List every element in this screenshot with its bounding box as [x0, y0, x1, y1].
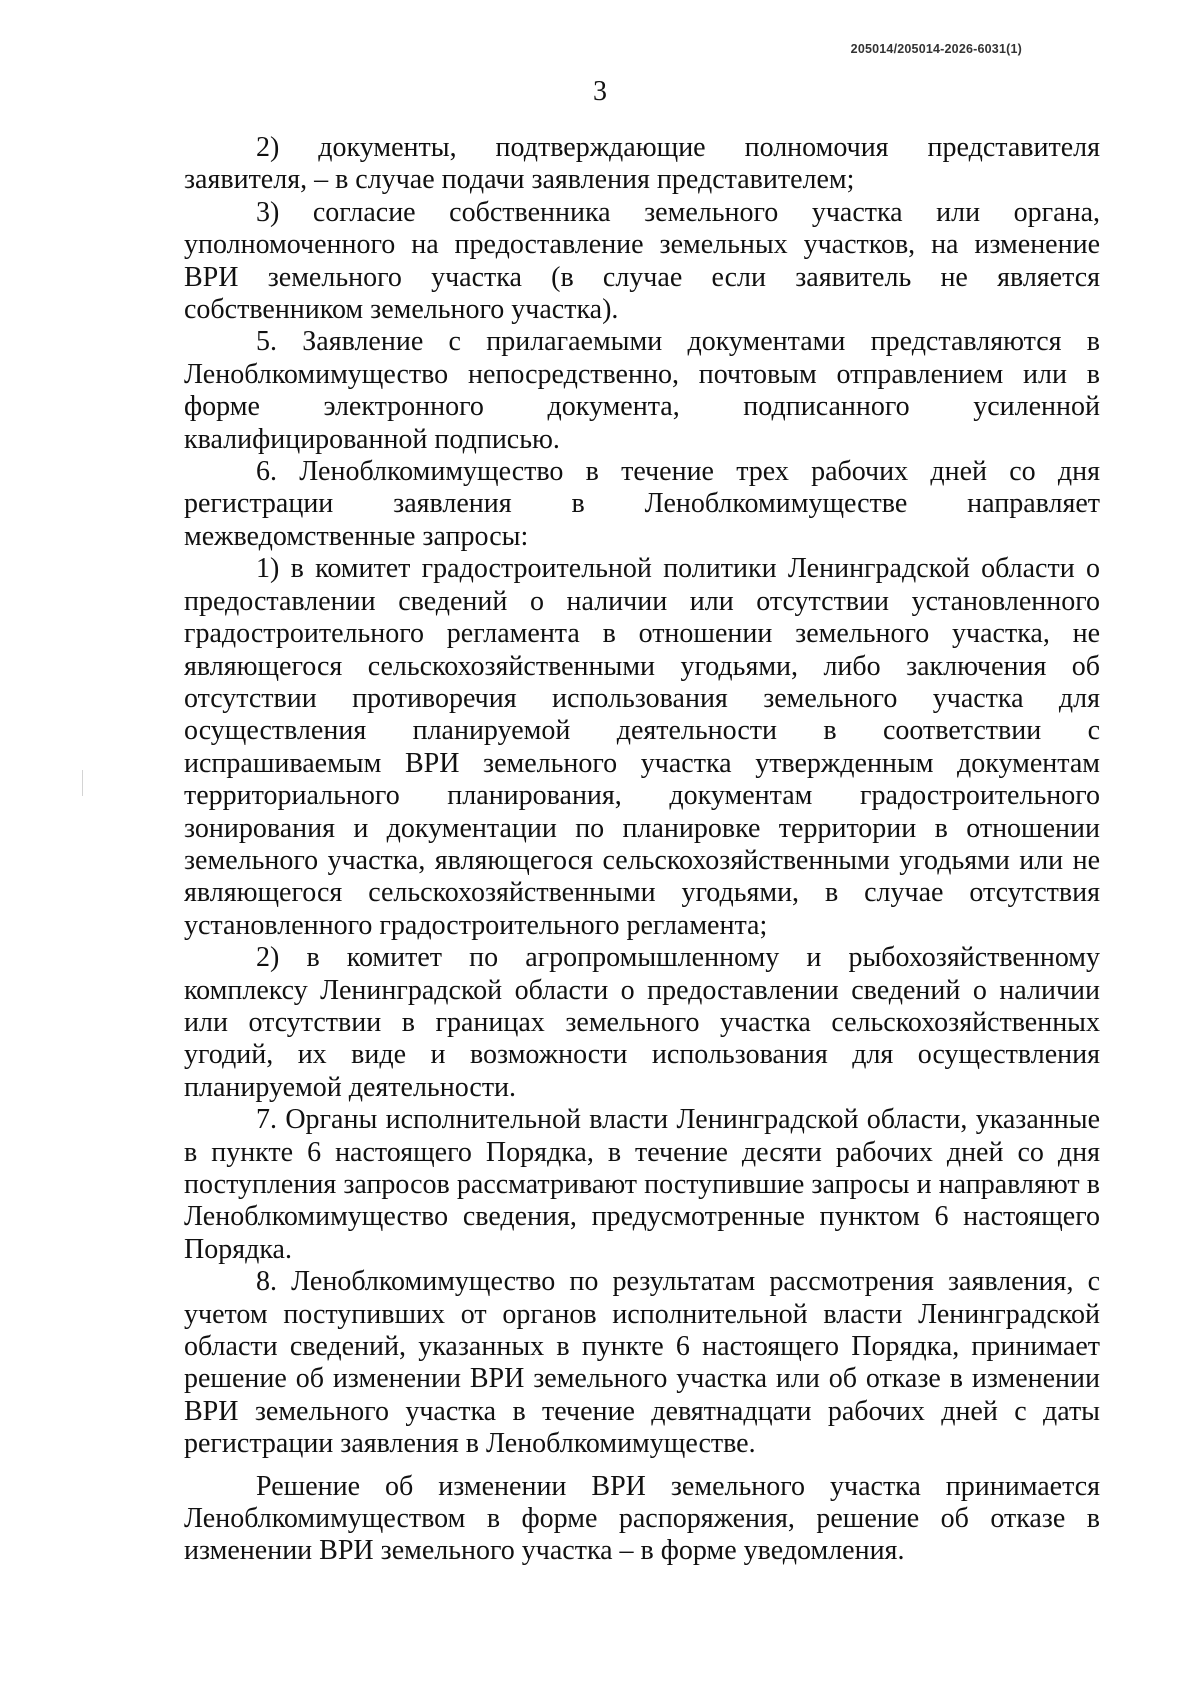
- page-number: 3: [593, 76, 607, 107]
- document-body: [184, 132, 1100, 1568]
- paragraph-item-2-documents: 2) документы, подтверждающие полномочия представителя заявителя, – в случае подачи заявления представителем;: [184, 132, 1100, 196]
- scan-artifact-line: [82, 770, 83, 796]
- paragraph-clause-7: 7. Органы исполнительной власти Ленинградской области, указанные в пункте 6 настоящего Порядка, в течение десяти рабочих дней со дня поступления запросов рассматривают поступившие запросы и направляют в Леноблкомимущество сведения, предусмотренные пунктом 6 настоящего Порядка.: [184, 1104, 1100, 1265]
- paragraph-item-3-consent: 3) согласие собственника земельного участка или органа, уполномоченного на предоставление земельных участков, на изменение ВРИ земельного участка (в случае если заявитель не является собственником земельного участка).: [184, 196, 1100, 326]
- paragraph-clause-6-item-2: 2) в комитет по агропромышленному и рыбохозяйственному комплексу Ленинградской области о предоставлении сведений о наличии или отсутствии в границах земельного участка сельскохозяйственных угодий, их виде и возможности использования для осуществления планируемой деятельности.: [184, 942, 1100, 1103]
- paragraph-clause-5: 5. Заявление с прилагаемыми документами представляются в Леноблкомимущество непосредственно, почтовым отправлением или в форме электронного документа, подписанного усиленной квалифицированной подписью.: [184, 326, 1100, 455]
- document-id: 205014/205014-2026-6031(1): [850, 42, 1022, 56]
- paragraph-clause-6: 6. Леноблкомимущество в течение трех рабочих дней со дня регистрации заявления в Леноблкомимуществе направляет межведомственные запросы:: [184, 456, 1100, 552]
- paragraph-clause-8: 8. Леноблкомимущество по результатам рассмотрения заявления, с учетом поступивших от органов исполнительной власти Ленинградской области сведений, указанных в пункте 6 настоящего Порядка, принимает решение об изменении ВРИ земельного участка или об отказе в изменении ВРИ земельного участка в течение девятнадцати рабочих дней с даты регистрации заявления в Леноблкомимуществе.: [184, 1266, 1100, 1460]
- paragraph-decision: Решение об изменении ВРИ земельного участка принимается Леноблкомимуществом в форме распоряжения, решение об отказе в изменении ВРИ земельного участка – в форме уведомления.: [184, 1470, 1100, 1567]
- paragraph-clause-6-item-1: 1) в комитет градостроительной политики Ленинградской области о предоставлении сведений о наличии или отсутствии установленного градостроительного регламента в отношении земельного участка, не являющегося сельскохозяйственными угодьями, либо заключения об отсутствии противоречия использования земельного участка для осуществления планируемой деятельности в соответствии с испрашиваемым ВРИ земельного участка утвержденным документам территориального планирования, документам градостроительного зонирования и документации по планировке территории в отношении земельного участка, являющегося сельскохозяйственными угодьями или не являющегося сельскохозяйственными угодьями, в случае отсутствия установленного градостроительного регламента;: [184, 553, 1100, 941]
